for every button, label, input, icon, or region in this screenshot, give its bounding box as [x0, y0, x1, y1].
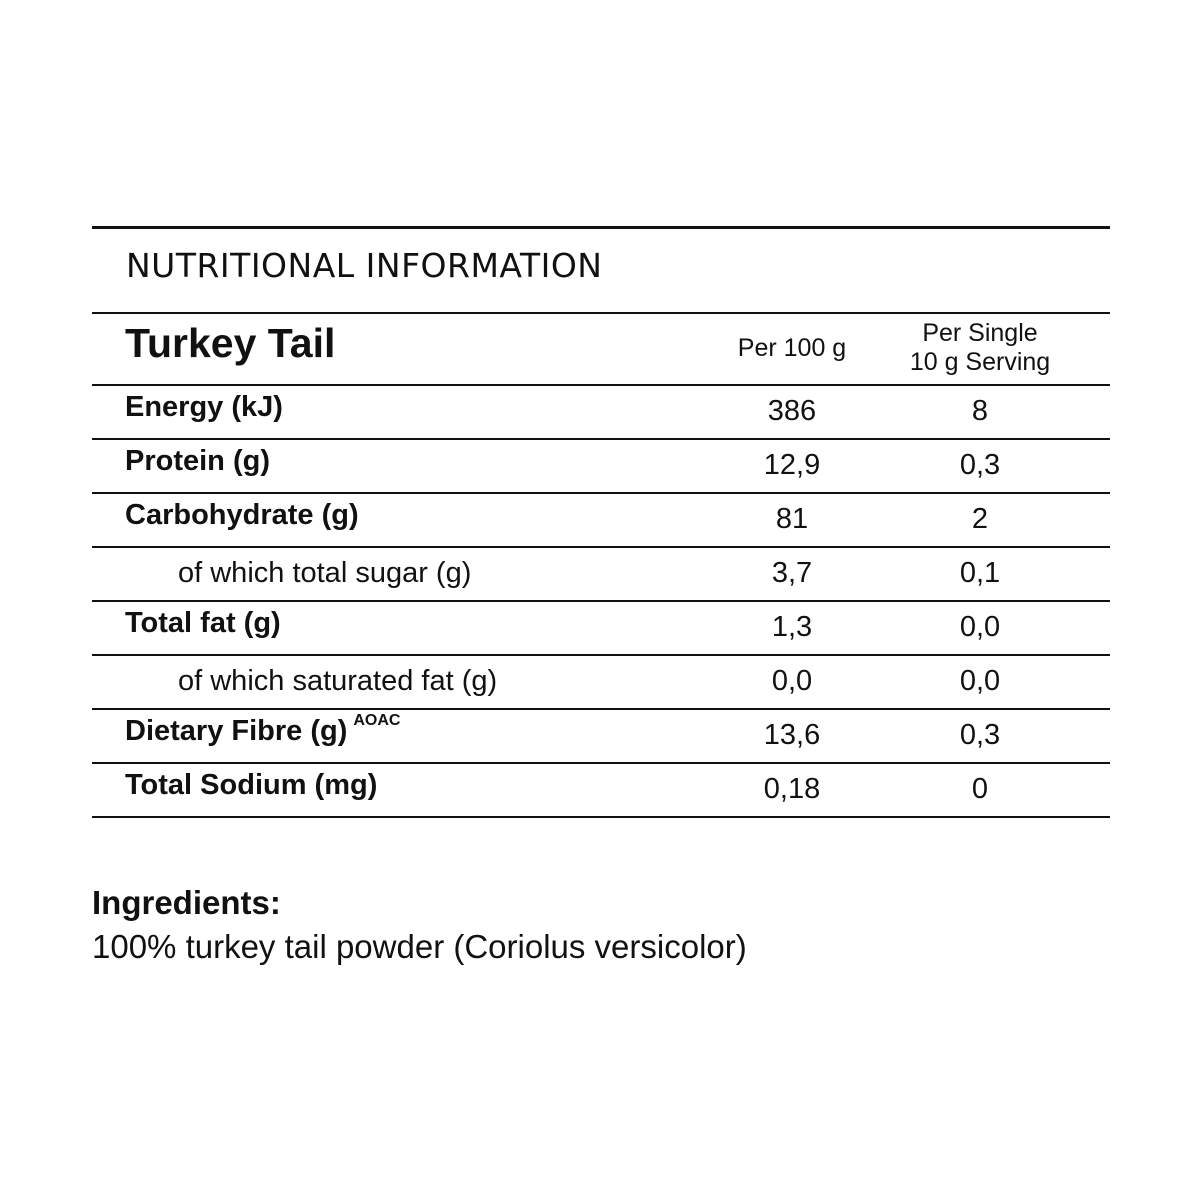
value-per-100g: 12,9	[763, 449, 821, 481]
value-per-serving: 0,0	[959, 665, 1001, 697]
product-name: Turkey Tail	[125, 320, 336, 366]
column-header-per-serving	[910, 319, 1050, 377]
value-per-100g: 386	[767, 395, 817, 427]
top-divider	[92, 226, 1110, 229]
table-row-dietary-fibre	[92, 709, 1110, 763]
value-per-serving: 0	[971, 773, 989, 805]
ingredients-text: 100% turkey tail powder (Coriolus versicolor)	[92, 928, 747, 965]
value-per-serving: 0,0	[959, 611, 1001, 643]
header-divider	[92, 312, 1110, 314]
value-per-100g: 81	[775, 503, 809, 535]
table-row-total-fat	[92, 601, 1110, 655]
row-label-superscript: AOAC	[353, 712, 401, 729]
table-bottom-divider	[92, 816, 1110, 818]
value-per-serving: 0,3	[959, 449, 1001, 481]
value-per-100g: 0,18	[763, 773, 821, 805]
row-label: Carbohydrate (g)	[125, 499, 359, 531]
table-row-total-sodium	[92, 763, 1110, 817]
value-per-100g: 0,0	[771, 665, 813, 697]
column-header-per-100g	[738, 334, 846, 363]
table-row-energy	[92, 385, 1110, 439]
table-row-saturated-fat	[92, 655, 1110, 709]
row-label-text: Dietary Fibre (g)	[125, 715, 348, 747]
ingredients-title: Ingredients:	[92, 884, 281, 921]
row-label	[125, 712, 401, 748]
row-label: of which saturated fat (g)	[178, 665, 498, 697]
column-header-per-serving-line1: Per Single	[922, 319, 1038, 347]
value-per-100g: 13,6	[763, 719, 821, 751]
value-per-serving: 0,3	[959, 719, 1001, 751]
value-per-serving: 2	[971, 503, 989, 535]
column-header-per-serving-line2: 10 g Serving	[909, 348, 1051, 376]
column-header-per-100g-label: Per 100 g	[737, 334, 847, 362]
page-title: NUTRITIONAL INFORMATION	[126, 246, 603, 285]
table-row-carbohydrate	[92, 493, 1110, 547]
row-label: of which total sugar (g)	[178, 557, 472, 589]
row-label: Energy (kJ)	[125, 391, 283, 423]
value-per-serving: 0,1	[959, 557, 1001, 589]
table-row-protein	[92, 439, 1110, 493]
row-label: Total fat (g)	[125, 607, 281, 639]
row-label: Protein (g)	[125, 445, 270, 477]
value-per-serving: 8	[971, 395, 989, 427]
row-label: Total Sodium (mg)	[125, 769, 378, 801]
value-per-100g: 1,3	[771, 611, 813, 643]
table-row-sugar	[92, 547, 1110, 601]
value-per-100g: 3,7	[771, 557, 813, 589]
